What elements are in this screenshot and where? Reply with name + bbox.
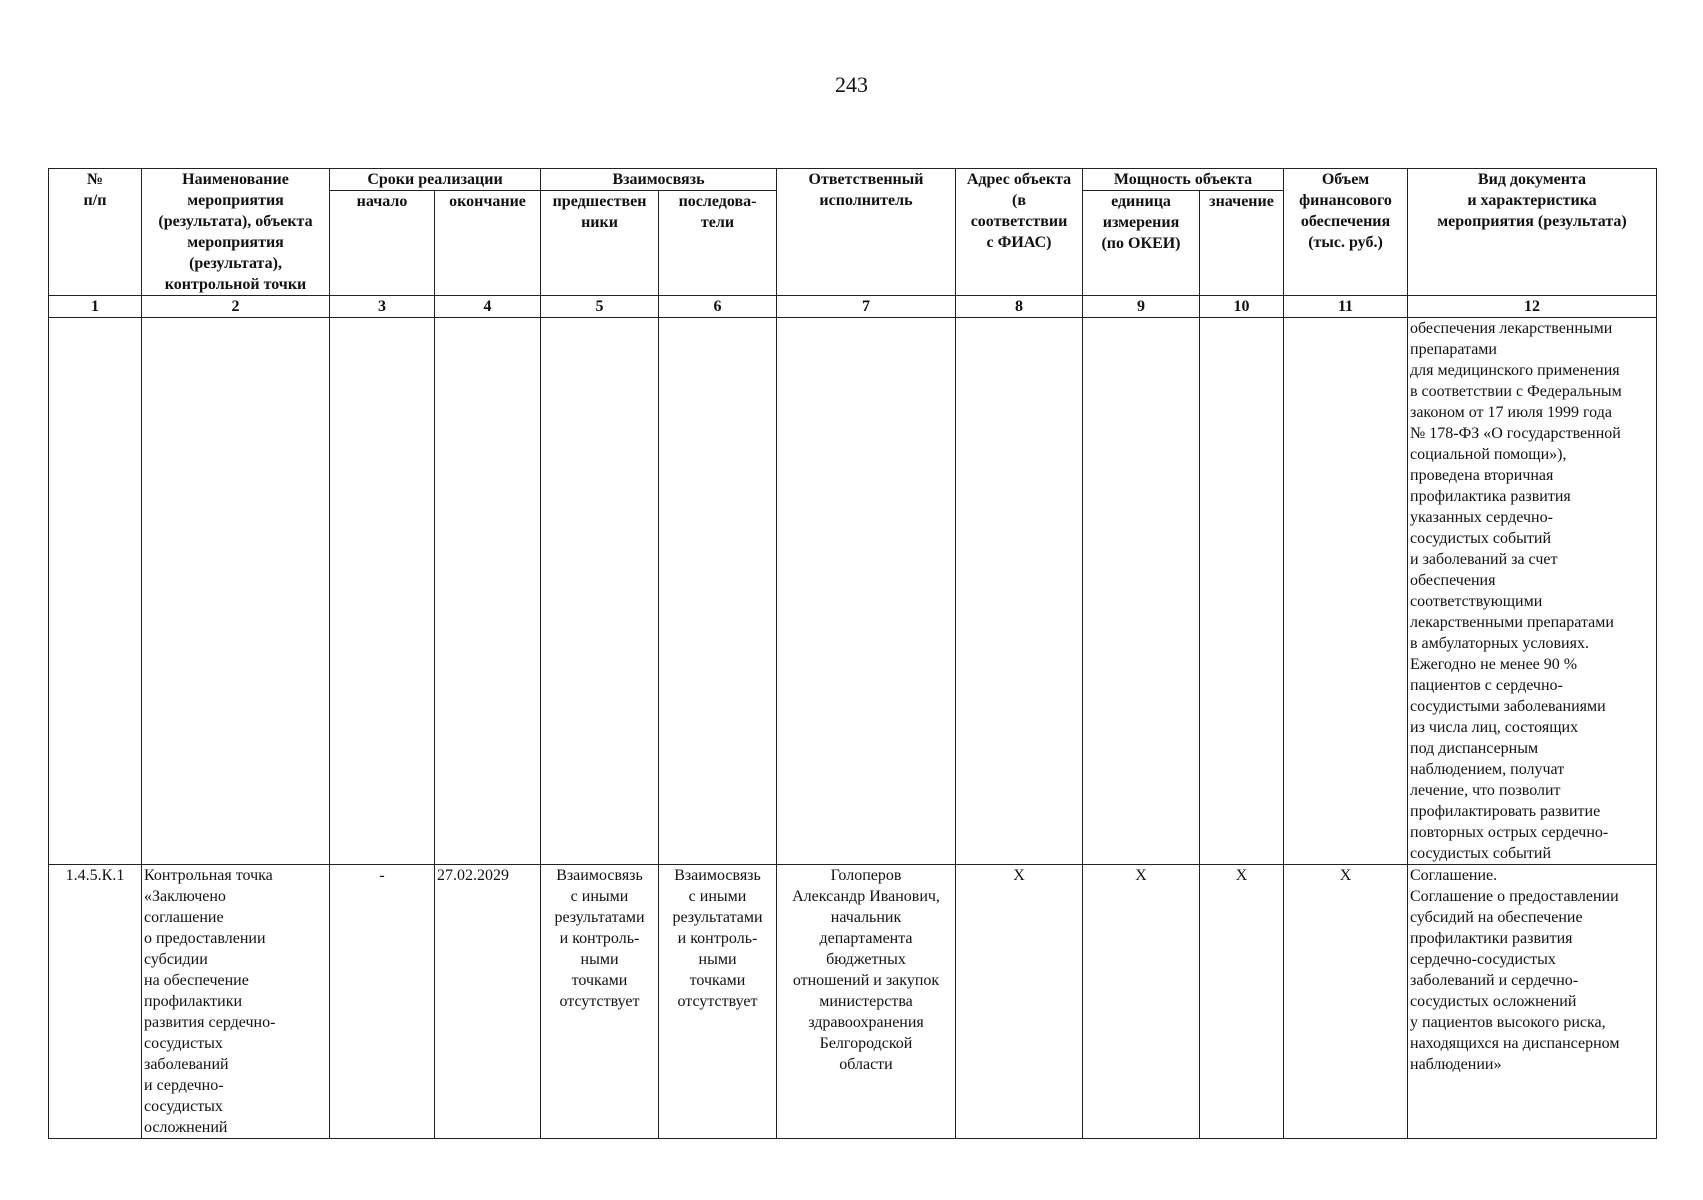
cell-doc-text-continuation: обеспечения лекарственными препаратами для медицинского применения в соответствии с Федеральным законом от 17 июля 1999 года № 178-ФЗ «О государственной социальной помощи»), проведена вторичная профилактика развития указанных сердечно- сосудистых событий и заболеваний за счет обеспечения соответствующими лекарственными препаратами в амбулаторных условиях. Ежегодно не менее 90 % пациентов с сердечно- сосудистыми заболеваниями из числа лиц, состоящих под диспансерным наблюдением, получат лечение, что позволит профилактировать развитие повторных острых сердечно- сосудистых событий bbox=[1408, 318, 1657, 865]
cell-empty bbox=[541, 318, 659, 865]
cell-predecessors: Взаимосвязь с иными результатами и контроль- ными точками отсутствует bbox=[541, 865, 659, 1139]
implementation-plan-table bbox=[48, 168, 1657, 1139]
column-number: 6 bbox=[659, 296, 777, 318]
cell-responsible: Голоперов Александр Иванович, начальник департамента бюджетных отношений и закупок министерства здравоохранения Белгородской области bbox=[777, 865, 956, 1139]
header-terms: Сроки реализации bbox=[330, 169, 541, 191]
header-start: начало bbox=[330, 191, 435, 296]
cell-empty bbox=[142, 318, 330, 865]
header-predecessors: предшествен ники bbox=[541, 191, 659, 296]
cell-successors: Взаимосвязь с иными результатами и контроль- ными точками отсутствует bbox=[659, 865, 777, 1139]
header-value: значение bbox=[1200, 191, 1284, 296]
header-unit: единица измерения (по ОКЕИ) bbox=[1083, 191, 1200, 296]
table-row-control-point bbox=[49, 865, 1657, 1139]
header-end: окончание bbox=[435, 191, 541, 296]
cell-empty bbox=[659, 318, 777, 865]
column-number: 1 bbox=[49, 296, 142, 318]
header-capacity: Мощность объекта bbox=[1083, 169, 1284, 191]
cell-value: Х bbox=[1200, 865, 1284, 1139]
cell-empty bbox=[1200, 318, 1284, 865]
table-row-continuation bbox=[49, 318, 1657, 865]
cell-address: Х bbox=[956, 865, 1083, 1139]
cell-doc-text: Соглашение. Соглашение о предоставлении субсидий на обеспечение профилактики развития сердечно-сосудистых заболеваний и сердечно- сосудистых осложнений у пациентов высокого риска, находящихся на диспансерном наблюдении» bbox=[1408, 865, 1657, 1139]
cell-empty bbox=[1083, 318, 1200, 865]
cell-start: - bbox=[330, 865, 435, 1139]
page-number: 243 bbox=[835, 72, 868, 97]
header-num: № п/п bbox=[49, 169, 142, 296]
column-number: 8 bbox=[956, 296, 1083, 318]
column-number: 2 bbox=[142, 296, 330, 318]
cell-unit: Х bbox=[1083, 865, 1200, 1139]
cell-empty bbox=[1284, 318, 1408, 865]
header-doc-type: Вид документа и характеристика мероприятия (результата) bbox=[1408, 169, 1657, 296]
header-name: Наименование мероприятия (результата), объекта мероприятия (результата), контрольной точки bbox=[142, 169, 330, 296]
cell-end: 27.02.2029 bbox=[435, 865, 541, 1139]
column-number: 10 bbox=[1200, 296, 1284, 318]
cell-empty bbox=[435, 318, 541, 865]
cell-empty bbox=[49, 318, 142, 865]
column-number: 4 bbox=[435, 296, 541, 318]
column-number: 5 bbox=[541, 296, 659, 318]
header-finance: Объем финансового обеспечения (тыс. руб.) bbox=[1284, 169, 1408, 296]
cell-empty bbox=[330, 318, 435, 865]
header-responsible: Ответственный исполнитель bbox=[777, 169, 956, 296]
column-number: 12 bbox=[1408, 296, 1657, 318]
cell-empty bbox=[777, 318, 956, 865]
cell-num: 1.4.5.К.1 bbox=[49, 865, 142, 1139]
header-relation: Взаимосвязь bbox=[541, 169, 777, 191]
header-address: Адрес объекта (в соответствии с ФИАС) bbox=[956, 169, 1083, 296]
column-number: 3 bbox=[330, 296, 435, 318]
column-number: 11 bbox=[1284, 296, 1408, 318]
cell-empty bbox=[956, 318, 1083, 865]
column-number: 7 bbox=[777, 296, 956, 318]
cell-name: Контрольная точка «Заключено соглашение о предоставлении субсидии на обеспечение профилактики развития сердечно- сосудистых заболеваний и сердечно- сосудистых осложнений bbox=[142, 865, 330, 1139]
header-successors: последова- тели bbox=[659, 191, 777, 296]
cell-finance: Х bbox=[1284, 865, 1408, 1139]
column-number: 9 bbox=[1083, 296, 1200, 318]
column-number-row bbox=[49, 296, 1657, 318]
